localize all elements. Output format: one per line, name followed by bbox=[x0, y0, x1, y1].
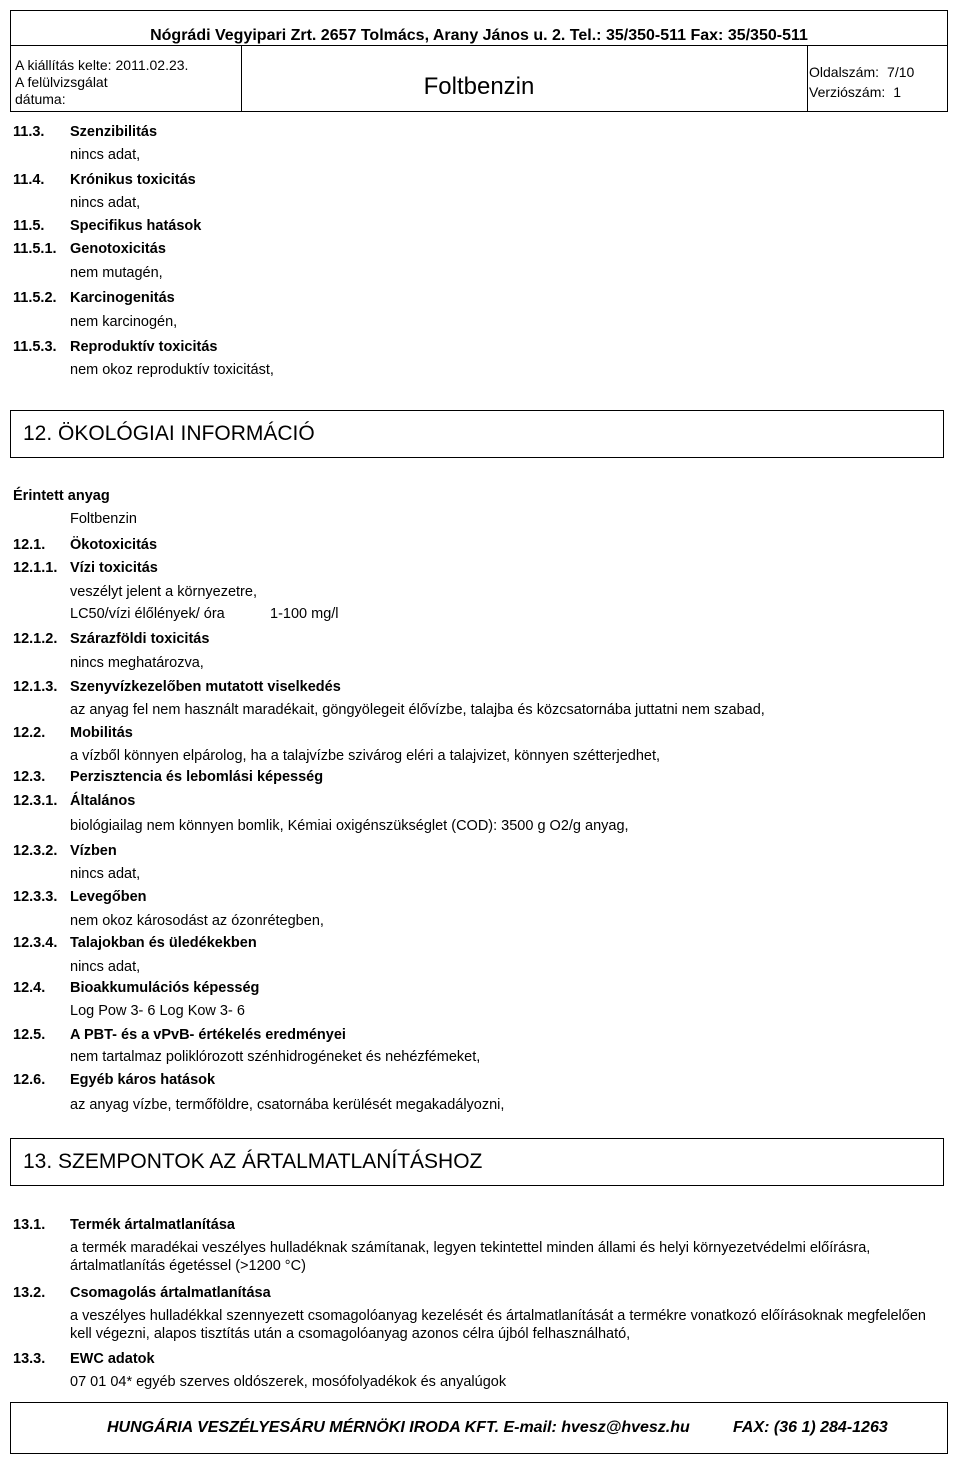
section-title: Vízben bbox=[70, 843, 117, 859]
section-title: Csomagolás ártalmatlanítása bbox=[70, 1285, 271, 1301]
section-title: Genotoxicitás bbox=[70, 241, 166, 257]
section-title: Szenzibilitás bbox=[70, 124, 158, 140]
section-text: nem tartalmaz poliklórozott szénhidrogéneket és nehézfémeket, bbox=[70, 1049, 481, 1065]
section-number: 13.1. bbox=[13, 1217, 46, 1233]
issue-date-label: A kiállítás kelte: bbox=[15, 57, 112, 73]
affected-substance-value: Foltbenzin bbox=[70, 511, 137, 527]
review-date-label-2: dátuma: bbox=[15, 91, 66, 107]
section-text: a vízből könnyen elpárolog, ha a talajvízbe szivárog eléri a talajvizet, könnyen szétterjedhet, bbox=[70, 748, 661, 764]
section-title: Karcinogenitás bbox=[70, 290, 175, 306]
section-title: Perzisztencia és lebomlási képesség bbox=[70, 769, 324, 785]
section-number: 12.3.3. bbox=[13, 889, 58, 905]
lc50-label: LC50/vízi élőlények/ óra bbox=[70, 606, 225, 622]
section-text: nem okoz károsodást az ózonrétegben, bbox=[70, 913, 324, 929]
section-number: 11.5.1. bbox=[13, 241, 57, 257]
issue-date-value: 2011.02.23. bbox=[115, 57, 189, 73]
section-number: 11.3. bbox=[13, 124, 45, 140]
review-date-label-1: A felülvizsgálat bbox=[15, 74, 108, 90]
footer-company: HUNGÁRIA VESZÉLYESÁRU MÉRNÖKI IRODA KFT. E-mail: hvesz@hvesz.hu bbox=[107, 1419, 690, 1436]
section-number: 12.2. bbox=[13, 725, 46, 741]
section-title: Ökotoxicitás bbox=[70, 537, 158, 553]
section-text: nem okoz reproduktív toxicitást, bbox=[70, 362, 274, 378]
section-number: 11.5.3. bbox=[13, 339, 57, 355]
section-number: 12.1.1. bbox=[13, 560, 58, 576]
section-title: Levegőben bbox=[70, 889, 147, 905]
page-number-label: Oldalszám: bbox=[809, 64, 880, 80]
section-number: 12.1.2. bbox=[13, 631, 58, 647]
section-text: a veszélyes hulladékkal szennyezett csomagolóanyag kezelését és ártalmatlanítását a termékre vonatkozó előírásoknak megfelelően kell végezni, alapos tisztítás után a csomagolóanyag azonos célra újból felhasználható, bbox=[70, 1308, 926, 1342]
section-title: EWC adatok bbox=[70, 1351, 155, 1367]
section-text: veszélyt jelent a környezetre, bbox=[70, 584, 257, 600]
footer-fax: FAX: (36 1) 284-1263 bbox=[733, 1419, 888, 1436]
document-header bbox=[10, 10, 948, 112]
section-title: A PBT- és a vPvB- értékelés eredményei bbox=[70, 1027, 346, 1043]
section-text: nincs adat, bbox=[70, 195, 141, 211]
section-title: Vízi toxicitás bbox=[70, 560, 158, 576]
section-title: Bioakkumulációs képesség bbox=[70, 980, 260, 996]
section-number: 13.3. bbox=[13, 1351, 46, 1367]
section-title: Reproduktív toxicitás bbox=[70, 339, 218, 355]
section-number: 11.4. bbox=[13, 172, 45, 188]
section-number: 12.4. bbox=[13, 980, 46, 996]
section-number: 12.6. bbox=[13, 1072, 46, 1088]
section-text: nem karcinogén, bbox=[70, 314, 178, 330]
section-number: 12.5. bbox=[13, 1027, 46, 1043]
section-title: Általános bbox=[70, 793, 136, 809]
section-title: Krónikus toxicitás bbox=[70, 172, 196, 188]
section-title: Szárazföldi toxicitás bbox=[70, 631, 210, 647]
section-text: az anyag vízbe, termőföldre, csatornába kerülését megakadályozni, bbox=[70, 1097, 505, 1113]
lc50-value: 1-100 mg/l bbox=[270, 606, 339, 622]
section-number: 11.5. bbox=[13, 218, 45, 234]
document-footer bbox=[10, 1402, 948, 1454]
section-text: nincs meghatározva, bbox=[70, 655, 204, 671]
section-title: Termék ártalmatlanítása bbox=[70, 1217, 235, 1233]
section-text: nincs adat, bbox=[70, 866, 141, 882]
section-title: Talajokban és üledékekben bbox=[70, 935, 257, 951]
version-label: Verziószám: bbox=[809, 84, 886, 100]
version-value: 1 bbox=[893, 84, 902, 100]
section-text: nem mutagén, bbox=[70, 265, 163, 281]
section-text: nincs adat, bbox=[70, 147, 141, 163]
section-number: 12.1.3. bbox=[13, 679, 58, 695]
section-12-heading: 12. ÖKOLÓGIAI INFORMÁCIÓ bbox=[10, 410, 944, 458]
header-page-info bbox=[809, 59, 914, 105]
section-number: 11.5.2. bbox=[13, 290, 57, 306]
affected-substance-label: Érintett anyag bbox=[13, 488, 110, 504]
section-text: az anyag fel nem használt maradékait, göngyölegeit élővízbe, talajba és közcsatornába juttatni nem szabad, bbox=[70, 702, 765, 718]
page-number-value: 7/10 bbox=[887, 64, 915, 80]
section-number: 12.3.1. bbox=[13, 793, 58, 809]
section-title: Egyéb káros hatások bbox=[70, 1072, 216, 1088]
section-text: a termék maradékai veszélyes hulladéknak számítanak, legyen tekintettel minden állami és helyi környezetvédelmi előírásra, ártalmatlanítás égetéssel (>1200 °C) bbox=[70, 1240, 871, 1274]
section-text: nincs adat, bbox=[70, 959, 141, 975]
section-number: 12.1. bbox=[13, 537, 46, 553]
section-number: 12.3.4. bbox=[13, 935, 58, 951]
section-number: 12.3. bbox=[13, 769, 46, 785]
section-title: Szenyvízkezelőben mutatott viselkedés bbox=[70, 679, 341, 695]
section-title: Specifikus hatások bbox=[70, 218, 202, 234]
section-text: 07 01 04* egyéb szerves oldószerek, mosófolyadékok és anyalúgok bbox=[70, 1374, 507, 1390]
section-number: 13.2. bbox=[13, 1285, 46, 1301]
section-text: biológiailag nem könnyen bomlik, Kémiai oxigénszükséglet (COD): 3500 g O2/g anyag, bbox=[70, 818, 629, 834]
company-info: Nógrádi Vegyipari Zrt. 2657 Tolmács, Arany János u. 2. Tel.: 35/350-511 Fax: 35/350-511 bbox=[150, 27, 808, 44]
product-title: Foltbenzin bbox=[423, 73, 535, 100]
section-number: 12.3.2. bbox=[13, 843, 58, 859]
section-title: Mobilitás bbox=[70, 725, 133, 741]
section-text: Log Pow 3- 6 Log Kow 3- 6 bbox=[70, 1003, 245, 1019]
section-13-heading: 13. SZEMPONTOK AZ ÁRTALMATLANÍTÁSHOZ bbox=[10, 1138, 944, 1186]
